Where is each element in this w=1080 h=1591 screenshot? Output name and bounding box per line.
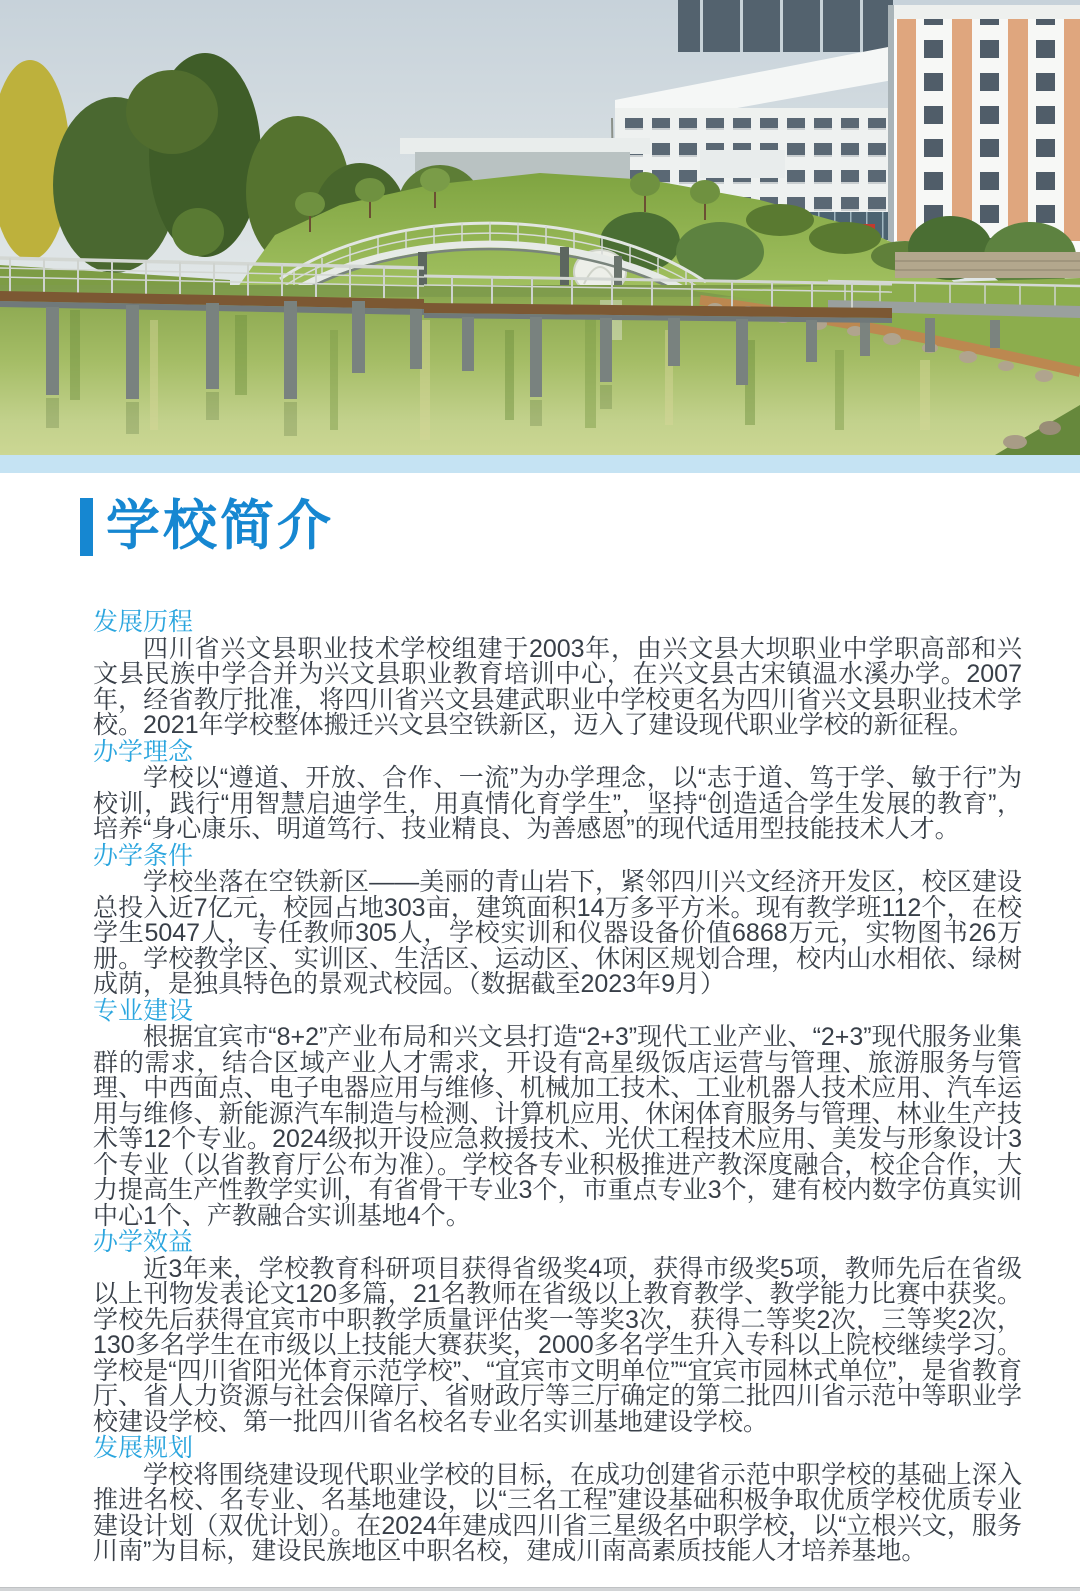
section-school-conditions — [93, 841, 1022, 999]
page-title: 学校简介 — [106, 496, 334, 556]
section-body: 学校坐落在空铁新区——美丽的青山岩下，紧邻四川兴文经济开发区，校区建设总投入近7亿元，校园占地303亩，建筑面积14万多平方米。现有教学班112个，在校学生5047人，专任教师305人，学校实训和仪器设备价值6868万元，实物图书26万册。学校教学区、实训区、生活区、运动区、休闲区规划合理，校内山水相依、绿树成荫，是独具特色的景观式校园。（数据截至2023年9月） — [93, 868, 1022, 999]
section-body: 根据宜宾市“8+2”产业布局和兴文县打造“2+3”现代工业产业、“2+3”现代服务业集群的需求，结合区域产业人才需求，开设有高星级饭店运营与管理、旅游服务与管理、中西面点、电子电器应用与维修、机械加工技术、工业机器人技术应用、汽车运用与维修、新能源汽车制造与检测、计算机应用、休闲体育服务与管理、林业生产技术等12个专业。2024级拟开设应急救援技术、光伏工程技术应用、美发与形象设计3个专业（以省教育厅公布为准）。学校各专业积极推进产教深度融合，校企合作，大力提高生产性教学实训，有省骨干专业3个，市重点专业3个，建有校内数字仿真实训中心1个、产教融合实训基地4个。 — [93, 1023, 1022, 1230]
section-body: 学校以“遵道、开放、合作、一流”为办学理念，以“志于道、笃于学、敏于行”为校训，践行“用智慧启迪学生，用真情化育学生”，坚持“创造适合学生发展的教育”，培养“身心康乐、明道笃行、技业精良、为善感恩”的现代适用型技能技术人才。 — [93, 764, 1022, 844]
photo-divider-band — [0, 455, 1080, 473]
section-body: 学校将围绕建设现代职业学校的目标，在成功创建省示范中职学校的基础上深入推进名校、名专业、名基地建设，以“三名工程”建设基础积极争取优质学校优质专业建设计划（双优计划）。在2024年建成四川省三星级名中职学校，以“立根兴文，服务川南”为目标，建设民族地区中职名校，建成川南高素质技能人才培养基地。 — [93, 1460, 1022, 1566]
section-development-history — [93, 610, 1022, 739]
section-heading: 发展历程 — [93, 608, 194, 637]
section-body: 近3年来，学校教育科研项目获得省级奖4项，获得市级奖5项，教师先后在省级以上刊物发表论文120多篇，21名教师在省级以上教育教学、教学能力比赛中获奖。学校先后获得宜宾市中职教学质量评估奖一等奖3次，获得二等奖2次，三等奖2次，130多名学生在市级以上技能大赛获奖，2000多名学生升入专科以上院校继续学习。学校是“四川省阳光体育示范学校”、“宜宾市文明单位”“宜宾市园林式单位”，是省教育厅、省人力资源与社会保障厅、省财政厅等三厅确定的第二批四川省示范中等职业学校建设学校、第一批四川省名校名专业名实训基地建设学校。 — [93, 1254, 1022, 1436]
page-bottom-edge — [0, 1587, 1080, 1591]
section-body: 四川省兴文县职业技术学校组建于2003年，由兴文县大坝职业中学职高部和兴文县民族中学合并为兴文县职业教育培训中心，在兴文县古宋镇温水溪办学。2007年，经省教厅批准，将四川省兴文县建武职业中学校更名为四川省兴文县职业技术学校。2021年学校整体搬迁兴文县空铁新区，迈入了建设现代职业学校的新征程。 — [93, 634, 1022, 740]
campus-photo — [0, 0, 1080, 455]
campus-photo-art — [0, 0, 1080, 455]
section-school-achievements — [93, 1230, 1022, 1435]
section-development-plan — [93, 1436, 1022, 1565]
section-major-construction — [93, 996, 1022, 1230]
page-title-block — [80, 497, 1022, 556]
section-heading: 发展规划 — [93, 1434, 194, 1463]
sections — [93, 610, 1022, 1565]
section-heading: 办学理念 — [93, 737, 194, 766]
section-heading: 专业建设 — [93, 996, 194, 1025]
title-accent-bar — [80, 498, 93, 556]
section-school-philosophy — [93, 737, 1022, 844]
section-heading: 办学效益 — [93, 1228, 194, 1257]
section-heading: 办学条件 — [93, 841, 194, 870]
content-area — [0, 473, 1080, 1565]
